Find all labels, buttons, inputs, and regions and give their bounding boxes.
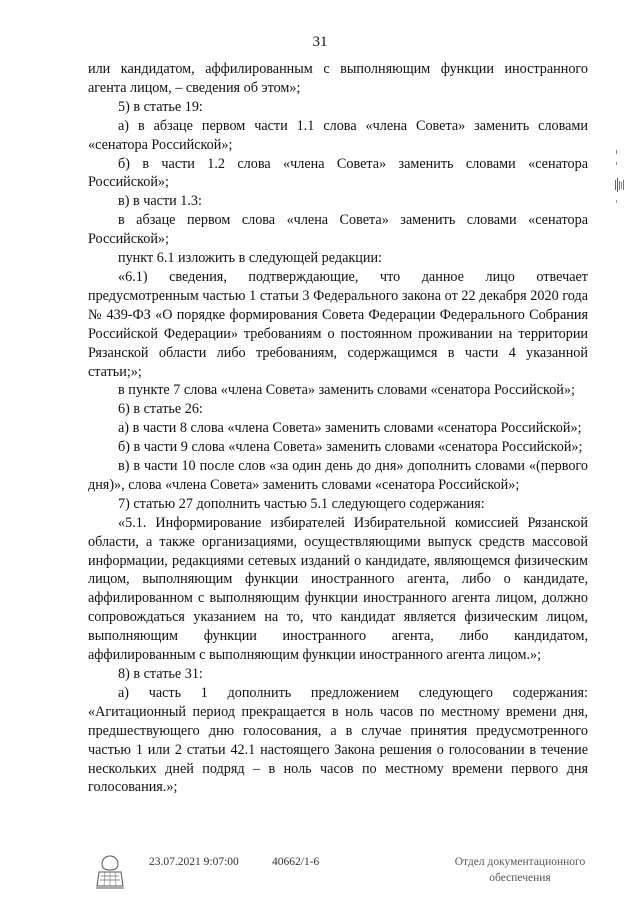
paragraph: а) в абзаце первом части 1.1 слова «члена Совета» заменить словами «сенатора Российской»; [88, 117, 588, 153]
paragraph: б) в части 9 слова «члена Совета» заменить словами «сенатора Российской»; [118, 439, 583, 456]
emblem-icon [93, 852, 127, 892]
paragraph: 6) в статье 26: [118, 401, 203, 418]
paragraph: 5) в статье 19: [118, 98, 203, 115]
stamp-document-number: 40662/1-6 [272, 856, 320, 868]
page-footer [0, 852, 640, 902]
paragraph: пункт 6.1 изложить в следующей редакции: [118, 250, 382, 267]
department-line: обеспечения [489, 872, 551, 884]
paragraph: 7) статью 27 дополнить частью 5.1 следующего содержания: [118, 495, 485, 512]
paragraph: в) в части 10 после слов «за один день до дня» дополнить словами «(первого дня)», слова «члена Совета» заменить словами «сенатора Российской»; [88, 458, 588, 493]
paragraph: а) часть 1 дополнить предложением следующего содержания: «Агитационный период прекращается в ноль часов по местному времени дня, предшествующего дню голосования, а в случае принятия предусмотренного частью 1 или 2 статьи 42.1 настоящего Закона решения о голосовании в течение нескольких дней подряд – в ноль часов по местному времени первого дня голосования.»; [88, 684, 588, 796]
paragraph: 8) в статье 31: [118, 666, 203, 682]
paragraph: в абзаце первом слова «члена Совета» заменить словами «сенатора Российской»; [88, 212, 588, 248]
stamp-date: 23.07.2021 9:07:00 [149, 856, 239, 868]
paragraph: б) в части 1.2 слова «члена Совета» заменить словами «сенатора Российской»; [88, 155, 588, 191]
paragraph: «6.1) сведения, подтверждающие, что данное лицо отвечает предусмотренным частью 1 статьи 3 Федерального закона от 22 декабря 2020 года № 439-ФЗ «О порядке формирования Совета Федерации Федерального Собрания Российской Федерации» требованиям о постоянном проживании на территории Рязанской области либо требованиям, содержащимся в части 4 указанной статьи;»; [88, 268, 588, 380]
paragraph: в) в части 1.3: [118, 193, 202, 210]
department-stamp [440, 854, 600, 886]
scan-margin-marks [614, 150, 626, 210]
department-line: Отдел документационного [454, 856, 586, 868]
document-body [88, 60, 588, 797]
paragraph: или кандидатом, аффилированным с выполняющим функции иностранного агента лицом, – сведения об этом»; [88, 61, 588, 96]
paragraph: в пункте 7 слова «члена Совета» заменить словами «сенатора Российской»; [118, 382, 575, 399]
paragraph: а) в части 8 слова «члена Совета» заменить словами «сенатора Российской»; [118, 420, 582, 437]
page-number: 31 [312, 34, 328, 50]
paragraph: «5.1. Информирование избирателей Избирательной комиссией Рязанской области, а также организациями, осуществляющими выпуск средств массовой информации, редакциями сетевых изданий о кандидате, являющемся физическим лицом, выполняющим функции иностранного агента, либо о кандидате, аффилированном с выполняющим функции иностранного агента лицом, должно сопровождаться указанием на то, что кандидат является физическим лицом, выполняющим функции иностранного агента, либо кандидатом, аффилированным с выполняющим функции иностранного агента лицом.»; [88, 514, 588, 664]
